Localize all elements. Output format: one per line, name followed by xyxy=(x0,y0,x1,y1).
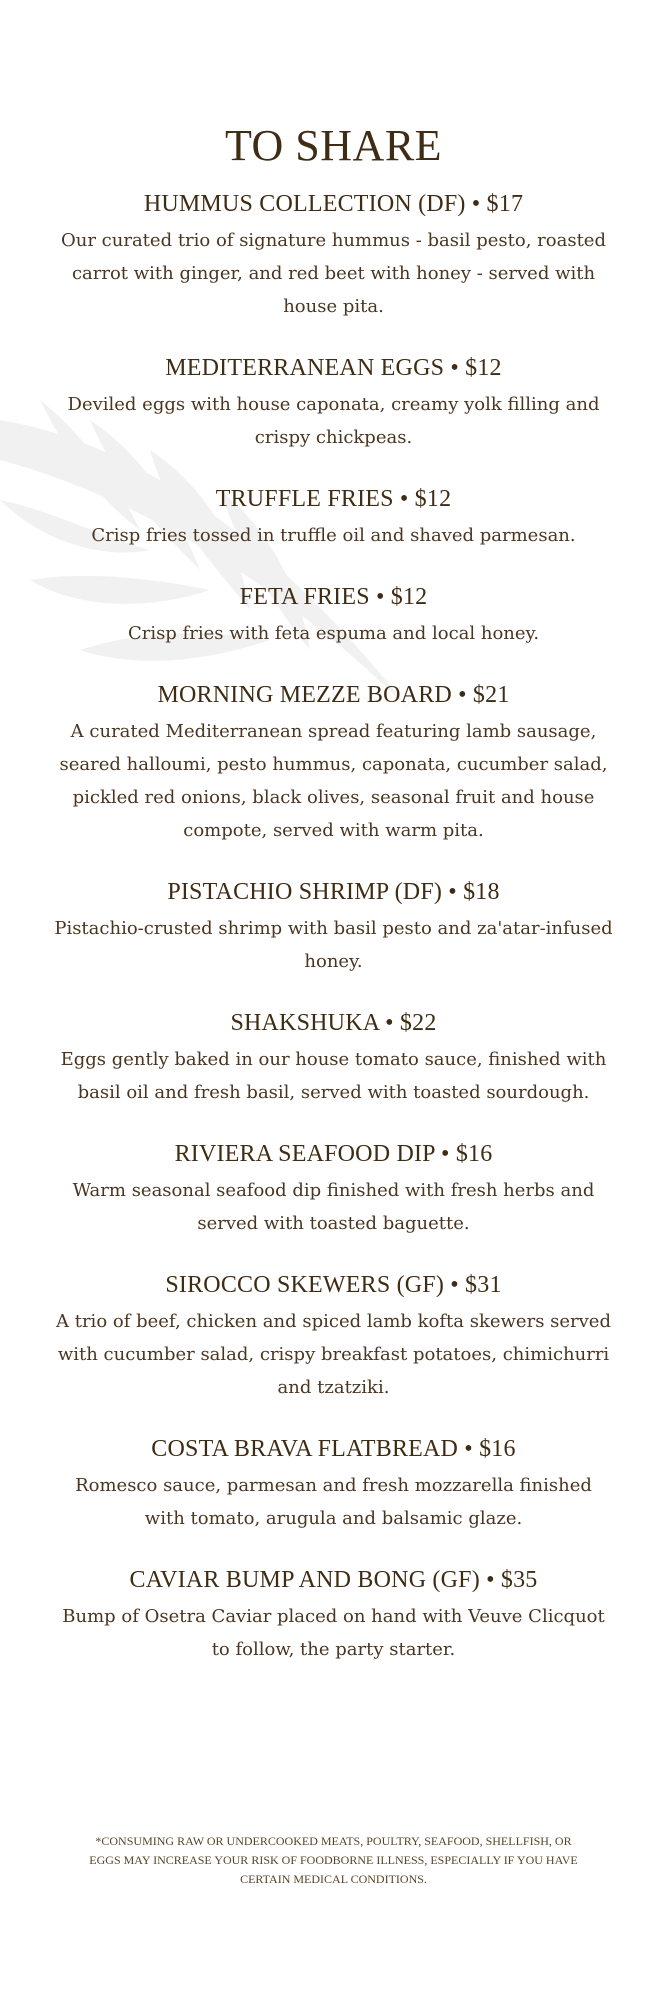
menu-item-name: FETA FRIES • $12 xyxy=(239,584,428,610)
menu-item xyxy=(54,584,614,650)
menu-item-description: Romesco sauce, parmesan and fresh mozzarella finished with tomato, arugula and balsamic glaze. xyxy=(75,1475,592,1529)
menu-item-description: Pistachio-crusted shrimp with basil pesto and za'atar-infused honey. xyxy=(54,918,613,972)
menu-item xyxy=(54,1010,614,1109)
menu-item-description: Eggs gently baked in our house tomato sauce, finished with basil oil and fresh basil, served with toasted sourdough. xyxy=(60,1049,607,1103)
menu-item xyxy=(54,191,614,323)
menu-item xyxy=(54,355,614,454)
menu-section xyxy=(0,120,667,1698)
menu-item-name: RIVIERA SEAFOOD DIP • $16 xyxy=(174,1141,493,1167)
menu-item-description: Our curated trio of signature hummus - basil pesto, roasted carrot with ginger, and red beet with honey - served with house pita. xyxy=(61,230,606,317)
menu-item-name: PISTACHIO SHRIMP (DF) • $18 xyxy=(167,879,500,905)
menu-item-name: SHAKSHUKA • $22 xyxy=(230,1010,437,1036)
section-title: TO SHARE xyxy=(224,121,443,170)
menu-item-name: TRUFFLE FRIES • $12 xyxy=(215,486,452,512)
menu-item-description: A trio of beef, chicken and spiced lamb kofta skewers served with cucumber salad, crispy breakfast potatoes, chimichurri and tzatziki. xyxy=(56,1311,611,1398)
menu-item xyxy=(54,1567,614,1666)
menu-item-description: Crisp fries with feta espuma and local honey. xyxy=(127,623,540,644)
menu-item xyxy=(54,1141,614,1240)
menu-item-description: Warm seasonal seafood dip finished with fresh herbs and served with toasted baguette. xyxy=(72,1180,595,1234)
menu-item-name: SIROCCO SKEWERS (GF) • $31 xyxy=(165,1272,502,1298)
menu-item xyxy=(54,682,614,847)
menu-items-list xyxy=(0,191,667,1666)
menu-item-name: MORNING MEZZE BOARD • $21 xyxy=(157,682,510,708)
menu-item-name: MEDITERRANEAN EGGS • $12 xyxy=(165,355,502,381)
menu-item-description: Bump of Osetra Caviar placed on hand with Veuve Clicquot to follow, the party starter. xyxy=(62,1606,605,1660)
menu-item-description: Crisp fries tossed in truffle oil and shaved parmesan. xyxy=(91,525,576,546)
menu-item xyxy=(54,486,614,552)
menu-item xyxy=(54,1272,614,1404)
menu-item-description: A curated Mediterranean spread featuring lamb sausage, seared halloumi, pesto hummus, caponata, cucumber salad, pickled red onions, black olives, seasonal fruit and house compote, served with warm pita. xyxy=(59,721,608,841)
food-safety-disclaimer: *CONSUMING RAW OR UNDERCOOKED MEATS, POULTRY, SEAFOOD, SHELLFISH, OR EGGS MAY INCREASE YOUR RISK OF FOODBORNE ILLNESS, ESPECIALLY IF YOU HAVE CERTAIN MEDICAL CONDITIONS. xyxy=(89,1834,578,1886)
menu-item-name: COSTA BRAVA FLATBREAD • $16 xyxy=(151,1436,516,1462)
menu-item-name: HUMMUS COLLECTION (DF) • $17 xyxy=(143,191,524,217)
menu-item-name: CAVIAR BUMP AND BONG (GF) • $35 xyxy=(129,1567,538,1593)
menu-item-description: Deviled eggs with house caponata, creamy yolk filling and crispy chickpeas. xyxy=(67,394,600,448)
menu-item xyxy=(54,1436,614,1535)
menu-item xyxy=(54,879,614,978)
